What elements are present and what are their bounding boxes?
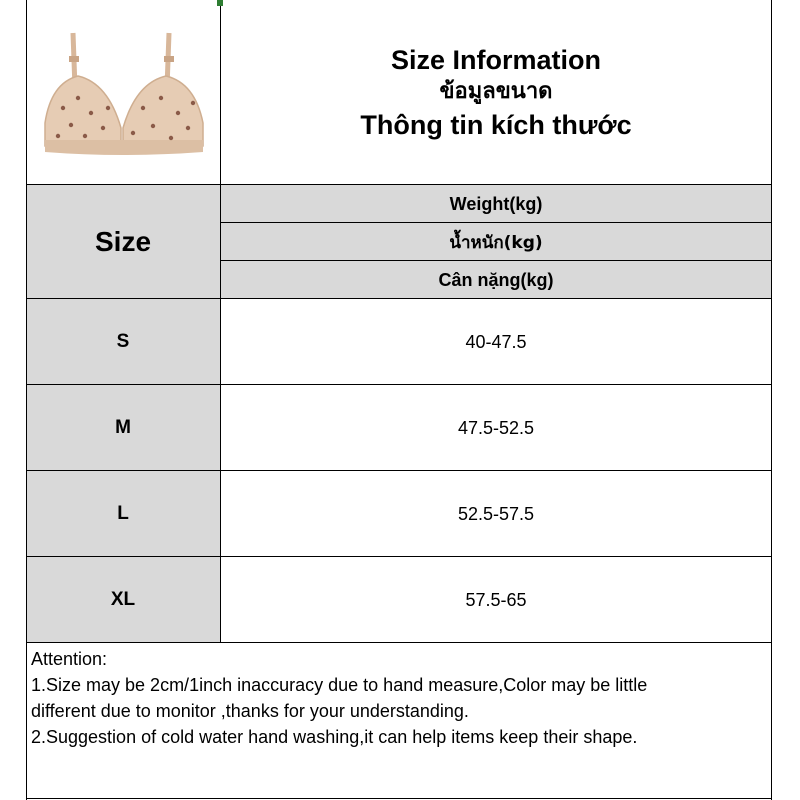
cell-marker-icon <box>217 0 223 6</box>
weight-value: 47.5-52.5 <box>457 417 535 438</box>
notes-line: 2.Suggestion of cold water hand washing,it can help items keep their shape. <box>31 727 638 747</box>
divider <box>26 798 772 799</box>
notes-line: different due to monitor ,thanks for your understanding. <box>31 701 469 721</box>
weight-header-vi-cell <box>220 261 772 299</box>
table-row-weight <box>220 557 772 643</box>
divider <box>771 0 772 800</box>
weight-header-en-cell <box>220 185 772 223</box>
weight-header-th-cell <box>220 223 772 261</box>
product-image-cell <box>26 0 220 185</box>
notes-line: 1.Size may be 2cm/1inch inaccuracy due to hand measure,Color may be little <box>31 675 648 695</box>
size-header-cell <box>26 185 220 299</box>
size-label: S <box>116 331 130 352</box>
divider <box>26 470 772 471</box>
bra-image <box>33 28 213 158</box>
size-label: XL <box>110 589 136 610</box>
weight-value: 57.5-65 <box>465 589 527 610</box>
table-row-weight <box>220 471 772 557</box>
size-label: L <box>117 503 129 524</box>
table-row-size <box>26 471 220 557</box>
title-block <box>220 0 772 185</box>
title-thai: ข้อมูลขนาด <box>439 78 553 104</box>
divider <box>26 384 772 385</box>
size-chart <box>26 0 772 800</box>
divider <box>26 642 772 643</box>
table-row-weight <box>220 299 772 385</box>
divider <box>220 260 772 261</box>
table-row-size <box>26 557 220 643</box>
weight-header-vietnamese: Cân nặng(kg) <box>438 269 554 290</box>
weight-value: 40-47.5 <box>465 331 527 352</box>
weight-value: 52.5-57.5 <box>457 503 535 524</box>
divider <box>26 184 772 185</box>
divider <box>26 0 27 800</box>
table-row-size <box>26 299 220 385</box>
table-row-weight <box>220 385 772 471</box>
title-vietnamese: Thông tin kích thước <box>360 109 632 140</box>
divider <box>220 222 772 223</box>
notes-heading: Attention: <box>31 649 108 669</box>
table-row-size <box>26 385 220 471</box>
weight-header-english: Weight(kg) <box>449 193 543 214</box>
size-label: M <box>115 417 131 438</box>
title-english: Size Information <box>390 44 601 75</box>
divider <box>26 298 772 299</box>
divider <box>220 0 221 643</box>
attention-notes <box>31 646 761 750</box>
size-header: Size <box>94 226 152 257</box>
weight-header-thai: น้ำหนัก(kg) <box>449 232 543 253</box>
divider <box>26 556 772 557</box>
